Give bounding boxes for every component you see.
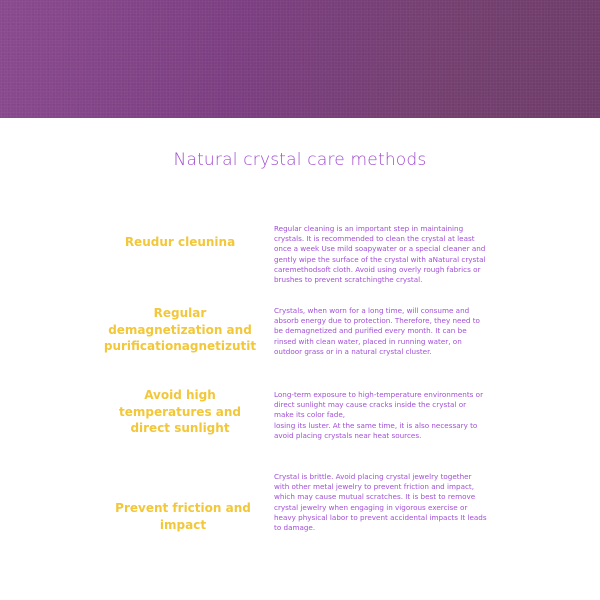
- care-method-heading: Regular demagnetization and purificationagnetizutit: [103, 306, 257, 353]
- care-method-heading: Avoid high temperatures and direct sunlight: [118, 388, 241, 435]
- care-method-heading: Prevent friction and impact: [115, 501, 251, 532]
- care-method-heading: Reudur cleunina: [124, 235, 236, 249]
- care-method-description: Long-term exposure to high-temperature environments or direct sunlight may cause cracks inside the crystal or make its color fade, losing its luster. At the same time, it is also necessary to avoid placing crystals near heat sources.: [274, 390, 484, 440]
- page-title: Natural crystal care methods: [173, 150, 427, 170]
- purple-texture-banner: [0, 0, 600, 118]
- care-method-description: Regular cleaning is an important step in maintaining crystals. It is recommended to clean the crystal at least once a week Use mild soapywater or a special cleaner and gently wipe the surface of the crystal with aNatural crystal caremethodsoft cloth. Avoid using overly rough fabrics or brushes to prevent scratchingthe crystal.: [274, 224, 486, 285]
- care-method-description: Crystal is brittle. Avoid placing crystal jewelry together with other metal jewelry to prevent friction and impact, which may cause mutual scratches. It is best to remove crystal jewelry when engaging in vigorous exercise or heavy physical labor to prevent accidental impacts It leads to damage.: [274, 472, 487, 533]
- care-method-description: Crystals, when worn for a long time, will consume and absorb energy due to protection. Therefore, they need to be demagnetized and purified every month. It can be rinsed with clean water, placed in running water, on outdoor grass or in a natural crystal cluster.: [274, 306, 480, 356]
